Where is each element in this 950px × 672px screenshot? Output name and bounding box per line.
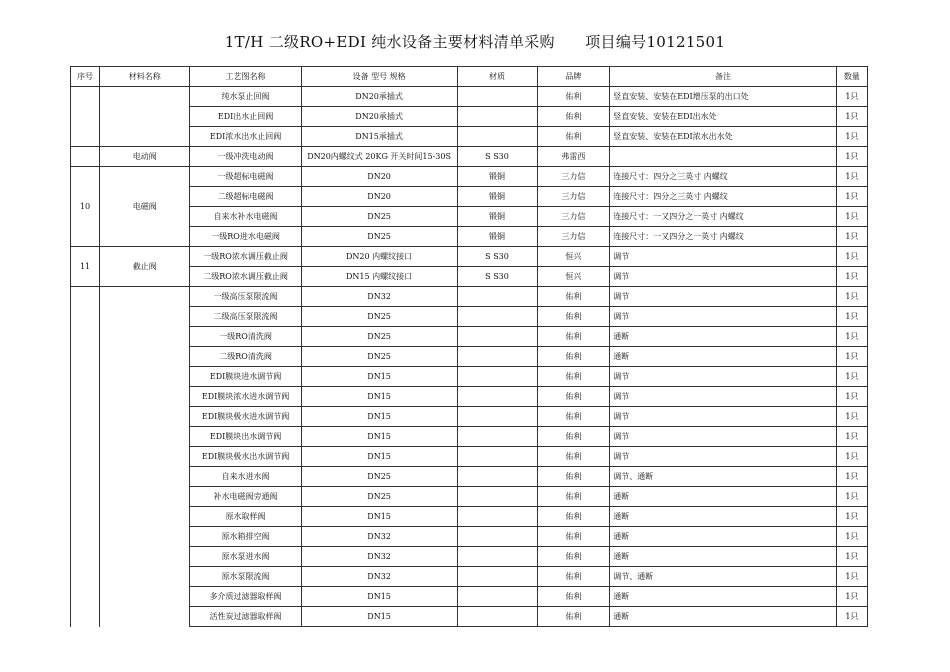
table-row	[71, 327, 868, 347]
material-cell	[457, 447, 537, 467]
diagram-name-cell: EDI膜块进水调节阀	[190, 367, 301, 387]
remark-cell: 竖直安装、安装在EDI浓水出水处	[610, 127, 837, 147]
qty-cell: 1只	[836, 227, 867, 247]
brand-cell: 佑利	[537, 287, 610, 307]
remark-cell: 通断	[610, 347, 837, 367]
brand-cell: 三力信	[537, 187, 610, 207]
qty-cell: 1只	[836, 207, 867, 227]
qty-cell: 1只	[836, 107, 867, 127]
table-row	[71, 267, 868, 287]
table-row	[71, 427, 868, 447]
material-cell	[457, 567, 537, 587]
material-cell	[457, 127, 537, 147]
remark-cell: 调节	[610, 447, 837, 467]
table-row	[71, 487, 868, 507]
diagram-name-cell: EDI膜块浓水进水调节阀	[190, 387, 301, 407]
spec-cell: DN15	[301, 427, 457, 447]
remark-cell: 调节	[610, 287, 837, 307]
header-row	[71, 67, 868, 87]
material-cell	[457, 107, 537, 127]
remark-cell: 调节	[610, 267, 837, 287]
qty-cell: 1只	[836, 187, 867, 207]
table-row	[71, 147, 868, 167]
brand-cell: 佑利	[537, 487, 610, 507]
remark-cell: 连接尺寸：一又四分之一英寸 内螺纹	[610, 227, 837, 247]
spec-cell: DN20	[301, 187, 457, 207]
brand-cell: 佑利	[537, 407, 610, 427]
material-cell	[457, 487, 537, 507]
header-material-name: 材料名称	[100, 67, 190, 87]
brand-cell: 佑利	[537, 307, 610, 327]
material-cell	[457, 527, 537, 547]
table-row	[71, 107, 868, 127]
spec-cell: DN32	[301, 527, 457, 547]
qty-cell: 1只	[836, 327, 867, 347]
remark-cell: 竖直安装、安装在EDI增压泵的出口处	[610, 87, 837, 107]
material-cell: 锻铜	[457, 187, 537, 207]
table-row	[71, 227, 868, 247]
material-cell	[457, 367, 537, 387]
diagram-name-cell: 一级RO浓水调压截止阀	[190, 247, 301, 267]
material-cell: 锻铜	[457, 167, 537, 187]
brand-cell: 佑利	[537, 87, 610, 107]
spec-cell: DN20内螺纹式 20KG 开关时间15-30S	[301, 147, 457, 167]
brand-cell: 佑利	[537, 467, 610, 487]
qty-cell: 1只	[836, 247, 867, 267]
brand-cell: 佑利	[537, 587, 610, 607]
qty-cell: 1只	[836, 607, 867, 627]
spec-cell: DN15	[301, 587, 457, 607]
table-row	[71, 347, 868, 367]
brand-cell: 佑利	[537, 447, 610, 467]
spec-cell: DN25	[301, 327, 457, 347]
spec-cell: DN15	[301, 447, 457, 467]
diagram-name-cell: 二级RO清洗阀	[190, 347, 301, 367]
material-cell: 锻铜	[457, 227, 537, 247]
spec-cell: DN15 内螺纹接口	[301, 267, 457, 287]
diagram-name-cell: 补水电磁阀旁通阀	[190, 487, 301, 507]
qty-cell: 1只	[836, 487, 867, 507]
diagram-name-cell: 二级RO浓水调压截止阀	[190, 267, 301, 287]
brand-cell: 恒兴	[537, 247, 610, 267]
header-material: 材质	[457, 67, 537, 87]
remark-cell: 调节、通断	[610, 567, 837, 587]
diagram-name-cell: EDI膜块出水调节阀	[190, 427, 301, 447]
brand-cell: 佑利	[537, 367, 610, 387]
spec-cell: DN25	[301, 467, 457, 487]
table-row	[71, 167, 868, 187]
spec-cell: DN25	[301, 207, 457, 227]
diagram-name-cell: 自来水补水电磁阀	[190, 207, 301, 227]
remark-cell: 调节	[610, 407, 837, 427]
qty-cell: 1只	[836, 347, 867, 367]
page-title: 1T/H 二级RO+EDI 纯水设备主要材料清单采购 项目编号10121501	[224, 33, 726, 51]
table-row	[71, 207, 868, 227]
material-name-cell: 电磁阀	[100, 167, 190, 247]
spec-cell: DN25	[301, 227, 457, 247]
spec-cell: DN20 内螺纹接口	[301, 247, 457, 267]
material-cell	[457, 587, 537, 607]
remark-cell: 调节	[610, 307, 837, 327]
header-diagram-name: 工艺图名称	[190, 67, 301, 87]
diagram-name-cell: 一级RO清洗阀	[190, 327, 301, 347]
qty-cell: 1只	[836, 407, 867, 427]
table-row	[71, 527, 868, 547]
qty-cell: 1只	[836, 87, 867, 107]
material-cell	[457, 547, 537, 567]
material-cell: S S30	[457, 267, 537, 287]
remark-cell: 通断	[610, 547, 837, 567]
table-row	[71, 467, 868, 487]
spec-cell: DN32	[301, 547, 457, 567]
material-cell	[457, 287, 537, 307]
material-cell: 锻铜	[457, 207, 537, 227]
table-row	[71, 407, 868, 427]
diagram-name-cell: 二级超标电磁阀	[190, 187, 301, 207]
qty-cell: 1只	[836, 307, 867, 327]
remark-cell: 连接尺寸：一又四分之一英寸 内螺纹	[610, 207, 837, 227]
header-brand: 品牌	[537, 67, 610, 87]
brand-cell: 佑利	[537, 567, 610, 587]
brand-cell: 佑利	[537, 327, 610, 347]
material-name-cell	[100, 87, 190, 147]
qty-cell: 1只	[836, 507, 867, 527]
materials-table	[70, 66, 868, 627]
material-cell	[457, 507, 537, 527]
spec-cell: DN25	[301, 347, 457, 367]
qty-cell: 1只	[836, 547, 867, 567]
table-row	[71, 307, 868, 327]
remark-cell: 通断	[610, 487, 837, 507]
brand-cell: 三力信	[537, 227, 610, 247]
diagram-name-cell: EDI膜块极水出水调节阀	[190, 447, 301, 467]
remark-cell	[610, 147, 837, 167]
material-cell	[457, 87, 537, 107]
material-cell: S S30	[457, 247, 537, 267]
diagram-name-cell: 原水取样阀	[190, 507, 301, 527]
table-row	[71, 247, 868, 267]
diagram-name-cell: 纯水泵止回阀	[190, 87, 301, 107]
qty-cell: 1只	[836, 287, 867, 307]
table-row	[71, 547, 868, 567]
table-row	[71, 567, 868, 587]
brand-cell: 佑利	[537, 347, 610, 367]
row-number-cell	[71, 147, 100, 167]
remark-cell: 连接尺寸：四分之三英寸 内螺纹	[610, 187, 837, 207]
spec-cell: DN25	[301, 487, 457, 507]
diagram-name-cell: 一级高压泵限流阀	[190, 287, 301, 307]
spec-cell: DN15	[301, 607, 457, 627]
remark-cell: 竖直安装、安装在EDI出水处	[610, 107, 837, 127]
diagram-name-cell: 多介质过滤器取样阀	[190, 587, 301, 607]
material-cell	[457, 467, 537, 487]
material-cell	[457, 407, 537, 427]
remark-cell: 通断	[610, 587, 837, 607]
brand-cell: 三力信	[537, 167, 610, 187]
qty-cell: 1只	[836, 447, 867, 467]
qty-cell: 1只	[836, 567, 867, 587]
spec-cell: DN20	[301, 167, 457, 187]
qty-cell: 1只	[836, 367, 867, 387]
brand-cell: 佑利	[537, 507, 610, 527]
diagram-name-cell: 原水泵进水阀	[190, 547, 301, 567]
qty-cell: 1只	[836, 427, 867, 447]
qty-cell: 1只	[836, 267, 867, 287]
remark-cell: 调节	[610, 367, 837, 387]
material-cell	[457, 607, 537, 627]
diagram-name-cell: 一级RO进水电磁阀	[190, 227, 301, 247]
header-remark: 备注	[610, 67, 837, 87]
spec-cell: DN15	[301, 367, 457, 387]
remark-cell: 调节	[610, 387, 837, 407]
header-no: 序号	[71, 67, 100, 87]
brand-cell: 佑利	[537, 427, 610, 447]
remark-cell: 连接尺寸：四分之三英寸 内螺纹	[610, 167, 837, 187]
table-row	[71, 607, 868, 627]
remark-cell: 通断	[610, 507, 837, 527]
diagram-name-cell: 原水泵限流阀	[190, 567, 301, 587]
spec-cell: DN15	[301, 507, 457, 527]
remark-cell: 调节、通断	[610, 467, 837, 487]
table-row	[71, 287, 868, 307]
header-spec: 设备 型号 规格	[301, 67, 457, 87]
diagram-name-cell: 一级超标电磁阀	[190, 167, 301, 187]
qty-cell: 1只	[836, 147, 867, 167]
qty-cell: 1只	[836, 587, 867, 607]
remark-cell: 通断	[610, 607, 837, 627]
diagram-name-cell: EDI膜块极水进水调节阀	[190, 407, 301, 427]
brand-cell: 佑利	[537, 527, 610, 547]
material-cell	[457, 427, 537, 447]
spec-cell: DN25	[301, 307, 457, 327]
brand-cell: 佑利	[537, 607, 610, 627]
diagram-name-cell: EDI出水止回阀	[190, 107, 301, 127]
qty-cell: 1只	[836, 467, 867, 487]
diagram-name-cell: EDI浓水出水止回阀	[190, 127, 301, 147]
table-row	[71, 87, 868, 107]
diagram-name-cell: 原水箱排空阀	[190, 527, 301, 547]
spec-cell: DN15	[301, 407, 457, 427]
brand-cell: 恒兴	[537, 267, 610, 287]
qty-cell: 1只	[836, 527, 867, 547]
row-number-cell	[71, 87, 100, 147]
material-cell	[457, 347, 537, 367]
table-row	[71, 587, 868, 607]
table-row	[71, 127, 868, 147]
table-row	[71, 187, 868, 207]
diagram-name-cell: 二级高压泵限流阀	[190, 307, 301, 327]
brand-cell: 佑利	[537, 107, 610, 127]
spec-cell: DN20承插式	[301, 107, 457, 127]
brand-cell: 佑利	[537, 547, 610, 567]
brand-cell: 三力信	[537, 207, 610, 227]
spec-cell: DN15	[301, 387, 457, 407]
material-name-cell: 电动阀	[100, 147, 190, 167]
material-cell	[457, 387, 537, 407]
qty-cell: 1只	[836, 167, 867, 187]
brand-cell: 佑利	[537, 127, 610, 147]
spec-cell: DN32	[301, 567, 457, 587]
qty-cell: 1只	[836, 387, 867, 407]
row-number-cell: 10	[71, 167, 100, 247]
diagram-name-cell: 活性炭过滤器取样阀	[190, 607, 301, 627]
material-name-cell: 截止阀	[100, 247, 190, 287]
header-qty: 数量	[836, 67, 867, 87]
material-name-cell	[100, 287, 190, 627]
remark-cell: 调节	[610, 247, 837, 267]
table-row	[71, 367, 868, 387]
spec-cell: DN15承插式	[301, 127, 457, 147]
material-cell	[457, 327, 537, 347]
diagram-name-cell: 一级冲洗电动阀	[190, 147, 301, 167]
row-number-cell: 11	[71, 247, 100, 287]
material-cell: S S30	[457, 147, 537, 167]
qty-cell: 1只	[836, 127, 867, 147]
table-row	[71, 507, 868, 527]
spec-cell: DN32	[301, 287, 457, 307]
brand-cell: 佑利	[537, 387, 610, 407]
spec-cell: DN20承插式	[301, 87, 457, 107]
material-cell	[457, 307, 537, 327]
remark-cell: 调节	[610, 427, 837, 447]
row-number-cell	[71, 287, 100, 627]
remark-cell: 通断	[610, 527, 837, 547]
table-row	[71, 447, 868, 467]
diagram-name-cell: 自来水进水阀	[190, 467, 301, 487]
remark-cell: 通断	[610, 327, 837, 347]
table-row	[71, 387, 868, 407]
brand-cell: 弗雷西	[537, 147, 610, 167]
